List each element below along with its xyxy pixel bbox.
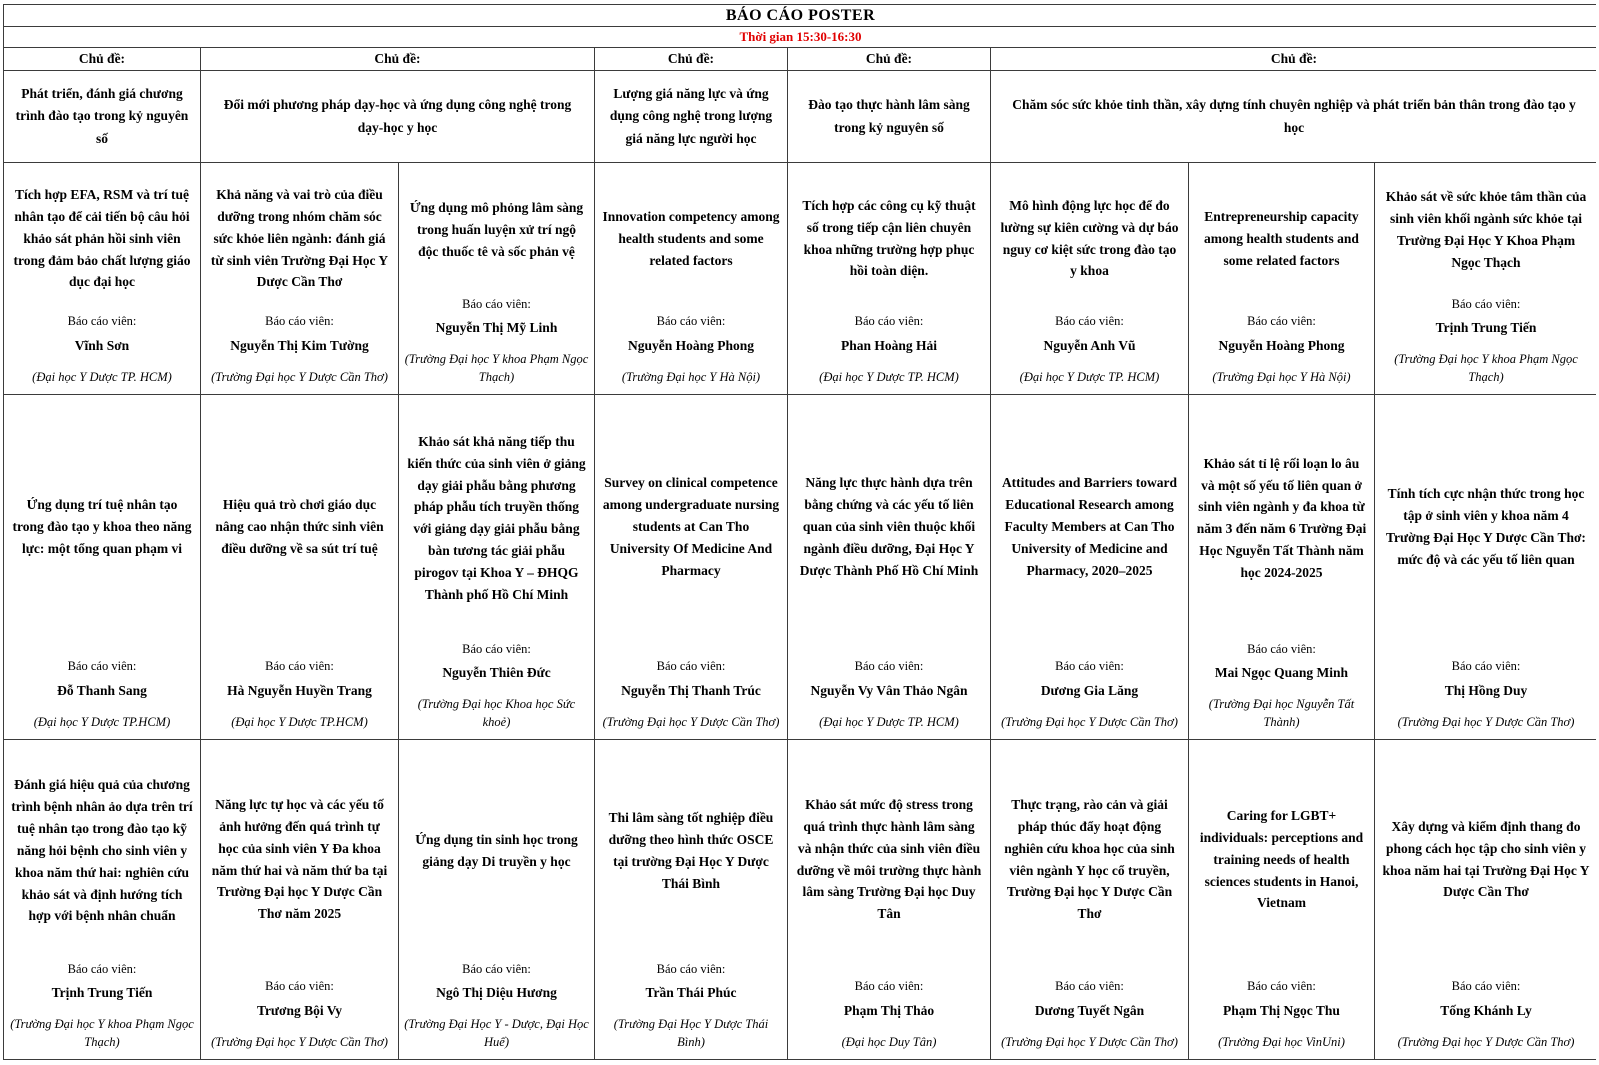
- presenter-affiliation: (Trường Đại học Y Dược Cần Thơ): [211, 1034, 388, 1049]
- poster-schedule-table: [3, 4, 1596, 1060]
- poster-title: Khả năng và vai trò của điều dưỡng trong nhóm chăm sóc sức khỏe liên ngành: đánh giá từ sinh viên Trường Đại Học Y Dược Cần Thơ: [210, 186, 389, 290]
- poster-cell: [399, 163, 594, 394]
- presenter-name: Thị Hồng Duy: [1444, 682, 1528, 698]
- poster-title: Attitudes and Barriers toward Educational Research among Faculty Members at Can Tho University of Medicine and Pharmacy, 2020–2025: [1001, 475, 1178, 578]
- session-time: Thời gian 15:30-16:30: [4, 27, 1597, 47]
- poster-cell: [201, 395, 398, 739]
- page-title: BÁO CÁO POSTER: [4, 5, 1597, 26]
- presenter-name: Nguyễn Thị Mỹ Linh: [435, 320, 558, 336]
- poster-title: Tính tích cực nhận thức trong học tập ở sinh viên y khoa năm 4 Trường Đại Học Y Dược Cần Thơ: mức độ và các yếu tố liên quan: [1386, 486, 1586, 567]
- presenter-name: Phạm Thị Ngọc Thu: [1223, 1002, 1340, 1018]
- poster-cell: [788, 740, 990, 1059]
- poster-title: Tích hợp EFA, RSM và trí tuệ nhân tạo để cải tiến bộ câu hỏi khảo sát phản hồi sinh viên trong đảm bảo chất lượng giáo dục đại học: [13, 186, 191, 290]
- presenter-name: Dương Gia Lăng: [1040, 682, 1139, 698]
- presenter-affiliation: (Trường Đại học Y Dược Cần Thơ): [1001, 1034, 1178, 1049]
- poster-title: Thi lâm sàng tốt nghiệp điều dưỡng theo hình thức OSCE tại trường Đại Học Y Dược Thái Bình: [608, 810, 774, 891]
- presenter-affiliation: (Trường Đại học Y Hà Nội): [1212, 369, 1351, 384]
- presenter-name: Nguyễn Thị Kim Tường: [230, 337, 369, 353]
- presenter-label: Báo cáo viên:: [1247, 314, 1316, 329]
- poster-cell: [991, 740, 1188, 1059]
- presenter-affiliation: (Đại học Y Dược TP. HCM): [32, 369, 172, 384]
- presenter-label: Báo cáo viên:: [265, 314, 334, 329]
- presenter-label: Báo cáo viên:: [67, 659, 137, 674]
- poster-cell: [595, 395, 787, 739]
- poster-cell: [201, 163, 398, 394]
- presenter-name: Nguyễn Thiên Đức: [442, 665, 551, 681]
- poster-cell: [788, 163, 990, 394]
- presenter-label: Báo cáo viên:: [1451, 659, 1521, 674]
- presenter-affiliation: (Trường Đại học Y Dược Cần Thơ): [1397, 714, 1575, 729]
- presenter-affiliation: (Trường Đại học Y khoa Phạm Ngọc Thạch): [1394, 352, 1578, 384]
- presenter-name: Phan Hoàng Hải: [840, 337, 938, 353]
- poster-title: Năng lực tự học và các yếu tố ảnh hưởng đến quá trình tự học của sinh viên Y Đa khoa năm thứ hai và năm thứ ba tại Trường Đại học Y Dược Cần Thơ năm 2025: [211, 797, 388, 922]
- presenter-name: Trần Thái Phúc: [645, 985, 737, 1001]
- presenter-label: Báo cáo viên:: [854, 659, 924, 674]
- topic-label: Chủ đề:: [4, 48, 200, 70]
- presenter-name: Phạm Thị Thảo: [843, 1002, 935, 1018]
- presenter-affiliation: (Đại học Duy Tân): [841, 1034, 937, 1049]
- poster-title: Caring for LGBT+ individuals: perceptions and training needs of health sciences students in Hanoi, Vietnam: [1199, 807, 1364, 911]
- poster-title: Entrepreneurship capacity among health students and some related factors: [1204, 208, 1359, 268]
- poster-cell: [399, 395, 594, 739]
- presenter-label: Báo cáo viên:: [1451, 296, 1521, 311]
- presenter-name: Dương Tuyết Ngân: [1034, 1002, 1145, 1018]
- poster-cell: [595, 163, 787, 394]
- presenter-affiliation: (Trường Đại học Y khoa Phạm Ngọc Thạch): [10, 1017, 194, 1049]
- theme-competency-assessment: Lượng giá năng lực và ứng dụng công nghệ trong lượng giá năng lực người học: [595, 71, 787, 162]
- presenter-label: Báo cáo viên:: [1451, 979, 1521, 994]
- presenter-affiliation: (Trường Đại học Y Dược Cần Thơ): [602, 714, 780, 729]
- presenter-label: Báo cáo viên:: [462, 296, 531, 311]
- poster-title: Khảo sát mức độ stress trong quá trình thực hành lâm sàng và nhận thức của sinh viên điều dưỡng về môi trường thực hành lâm sàng Trường Đại học Duy Tân: [796, 797, 982, 922]
- poster-title: Tích hợp các công cụ kỹ thuật số trong tiếp cận liên chuyên khoa những trường hợp phục hồi toàn diện.: [802, 197, 976, 279]
- presenter-name: Trịnh Trung Tiến: [1435, 320, 1537, 336]
- presenter-name: Mai Ngọc Quang Minh: [1214, 665, 1349, 681]
- topic-label: Chủ đề:: [788, 48, 990, 70]
- presenter-affiliation: (Đại học Y Dược TP. HCM): [819, 369, 959, 384]
- presenter-affiliation: (Trường Đại Học Y - Dược, Đại Học Huế): [404, 1017, 589, 1049]
- presenter-affiliation: (Đại học Y Dược TP. HCM): [1019, 369, 1160, 384]
- presenter-label: Báo cáo viên:: [67, 314, 137, 329]
- poster-cell: [788, 395, 990, 739]
- presenter-affiliation: (Trường Đại Học Y Dược Thái Bình): [613, 1017, 769, 1049]
- presenter-affiliation: (Trường Đại học VinUni): [1218, 1034, 1345, 1049]
- presenter-label: Báo cáo viên:: [1247, 641, 1316, 656]
- poster-title: Ứng dụng trí tuệ nhân tạo trong đào tạo y khoa theo năng lực: một tổng quan phạm vi: [12, 497, 192, 557]
- presenter-label: Báo cáo viên:: [854, 314, 924, 329]
- poster-cell: [1189, 163, 1374, 394]
- presenter-affiliation: (Trường Đại học Y Dược Cần Thơ): [1001, 714, 1178, 729]
- poster-cell: [4, 740, 200, 1059]
- presenter-affiliation: (Trường Đại học Y Dược Cần Thơ): [1397, 1034, 1575, 1049]
- poster-title: Ứng dụng mô phỏng lâm sàng trong huấn luyện xử trí ngộ độc thuốc tê và sốc phản vệ: [409, 200, 584, 259]
- theme-clinical-training: Đào tạo thực hành lâm sàng trong kỷ nguyên số: [788, 71, 990, 162]
- presenter-name: Nguyễn Vy Vân Thảo Ngân: [810, 682, 968, 698]
- presenter-affiliation: (Đại học Y Dược TP. HCM): [819, 714, 959, 729]
- poster-cell: [1189, 740, 1374, 1059]
- presenter-label: Báo cáo viên:: [1247, 979, 1316, 994]
- theme-curriculum: Phát triển, đánh giá chương trình đào tạo trong kỷ nguyên số: [4, 71, 200, 162]
- poster-title: Survey on clinical competence among undergraduate nursing students at Can Tho University Of Medicine And Pharmacy: [602, 475, 780, 578]
- presenter-affiliation: (Đại học Y Dược TP.HCM): [231, 714, 368, 729]
- poster-title: Khảo sát khả năng tiếp thu kiến thức của sinh viên ở giảng dạy giải phẫu bằng phương pháp phẫu tích truyền thống với giảng dạy giải phẫu bằng bàn tương tác giải phẫu pirogov tại Khoa Y – ĐHQG Thành phố Hồ Chí Minh: [407, 433, 586, 602]
- presenter-label: Báo cáo viên:: [1055, 659, 1124, 674]
- poster-title: Khảo sát tỉ lệ rối loạn lo âu và một số yếu tố liên quan ở sinh viên ngành y đa khoa từ năm 3 đến năm 6 Trường Đại Học Nguyễn Tất Thành năm học 2024-2025: [1196, 455, 1367, 581]
- poster-title: Innovation competency among health students and some related factors: [602, 208, 780, 268]
- poster-cell: [1375, 395, 1597, 739]
- presenter-label: Báo cáo viên:: [462, 641, 531, 656]
- presenter-affiliation: (Trường Đại học Khoa học Sức khoẻ): [417, 697, 576, 729]
- poster-title: Đánh giá hiệu quả của chương trình bệnh nhân ảo dựa trên trí tuệ nhân tạo trong đào tạo kỹ năng hỏi bệnh cho sinh viên y khoa năm thứ hai: nghiên cứu khảo sát và định hướng tích hợp với bệnh nhân chuẩn: [11, 777, 193, 924]
- poster-cell: [595, 740, 787, 1059]
- presenter-label: Báo cáo viên:: [67, 961, 137, 976]
- presenter-affiliation: (Trường Đại học Y Hà Nội): [621, 369, 761, 384]
- presenter-name: Nguyễn Thị Thanh Trúc: [621, 682, 761, 698]
- poster-title: Năng lực thực hành dựa trên bằng chứng và các yếu tố liên quan của sinh viên thuộc khối ngành điều dưỡng, Đại Học Y Dược Thành Phố Hồ Chí Minh: [799, 475, 979, 578]
- poster-cell: [1375, 163, 1597, 394]
- presenter-label: Báo cáo viên:: [1055, 979, 1124, 994]
- poster-cell: [1375, 740, 1597, 1059]
- presenter-label: Báo cáo viên:: [656, 659, 726, 674]
- poster-cell: [991, 395, 1188, 739]
- poster-cell: [4, 163, 200, 394]
- poster-cell: [991, 163, 1188, 394]
- poster-title: Ứng dụng tin sinh học trong giảng dạy Di truyền y học: [415, 831, 578, 869]
- presenter-name: Trịnh Trung Tiến: [51, 985, 153, 1001]
- poster-title: Xây dựng và kiểm định thang đo phong cách học tập cho sinh viên y khoa năm hai tại Trường Đại Học Y Dược Cần Thơ: [1382, 818, 1590, 900]
- topic-label: Chủ đề:: [991, 48, 1597, 70]
- presenter-name: Đỗ Thanh Sang: [57, 682, 147, 698]
- theme-teaching-methods: Đổi mới phương pháp dạy-học và ứng dụng công nghệ trong dạy-học y học: [201, 71, 594, 162]
- presenter-name: Ngô Thị Diệu Hương: [436, 985, 557, 1001]
- presenter-name: Nguyễn Hoàng Phong: [1218, 337, 1345, 353]
- presenter-name: Nguyễn Anh Vũ: [1043, 337, 1136, 353]
- presenter-affiliation: (Đại học Y Dược TP.HCM): [33, 714, 171, 729]
- topic-label: Chủ đề:: [201, 48, 594, 70]
- presenter-name: Nguyễn Hoàng Phong: [627, 337, 755, 353]
- theme-mental-health: Chăm sóc sức khỏe tinh thần, xây dựng tính chuyên nghiệp và phát triển bản thân trong đào tạo y học: [991, 71, 1597, 162]
- poster-title: Khảo sát về sức khỏe tâm thần của sinh viên khối ngành sức khỏe tại Trường Đại Học Y Khoa Phạm Ngọc Thạch: [1385, 189, 1587, 270]
- poster-cell: [399, 740, 594, 1059]
- presenter-label: Báo cáo viên:: [656, 314, 726, 329]
- presenter-name: Tống Khánh Ly: [1440, 1002, 1532, 1018]
- presenter-affiliation: (Trường Đại học Y khoa Phạm Ngọc Thạch): [404, 352, 589, 384]
- poster-cell: [1189, 395, 1374, 739]
- presenter-label: Báo cáo viên:: [854, 979, 924, 994]
- presenter-name: Hà Nguyễn Huyền Trang: [227, 682, 372, 698]
- presenter-label: Báo cáo viên:: [462, 961, 531, 976]
- poster-title: Mô hình động lực học để đo lường sự kiên cường và dự báo nguy cơ kiệt sức trong đào tạo y khoa: [1000, 197, 1179, 279]
- presenter-label: Báo cáo viên:: [656, 961, 726, 976]
- presenter-affiliation: (Trường Đại học Nguyễn Tất Thành): [1208, 697, 1355, 729]
- poster-title: Thực trạng, rào cản và giải pháp thúc đẩy hoạt động nghiên cứu khoa học của sinh viên ngành Y học cổ truyền, Trường Đại học Y Dược Cần Thơ: [1004, 797, 1175, 922]
- presenter-name: Vĩnh Sơn: [74, 337, 130, 353]
- presenter-label: Báo cáo viên:: [1055, 314, 1124, 329]
- poster-title: Hiệu quả trò chơi giáo dục nâng cao nhận thức sinh viên điều dưỡng về sa sút trí tuệ: [215, 497, 384, 557]
- presenter-label: Báo cáo viên:: [265, 659, 334, 674]
- poster-cell: [201, 740, 398, 1059]
- presenter-affiliation: (Trường Đại học Y Dược Cần Thơ): [211, 369, 388, 384]
- presenter-name: Trương Bội Vy: [256, 1002, 343, 1018]
- topic-label: Chủ đề:: [595, 48, 787, 70]
- presenter-label: Báo cáo viên:: [265, 979, 334, 994]
- poster-cell: [4, 395, 200, 739]
